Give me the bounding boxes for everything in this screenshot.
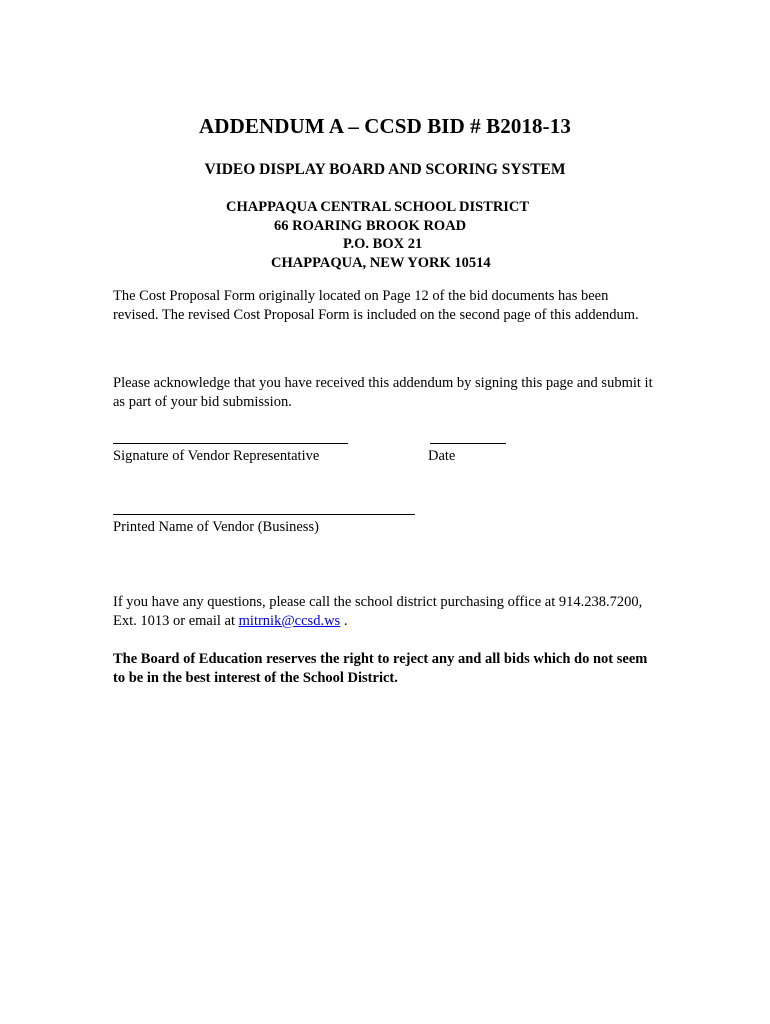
vendor-signature-label: Signature of Vendor Representative <box>113 448 320 464</box>
vendor-signature-line[interactable] <box>113 443 348 444</box>
page-subtitle: VIDEO DISPLAY BOARD AND SCORING SYSTEM <box>204 161 566 178</box>
closing-statement: The Board of Education reserves the right to reject any and all bids which do not seem to be in the best interest of the School District. <box>113 651 648 686</box>
acknowledge-paragraph: Please acknowledge that you have received this addendum by signing this page and submit it as part of your bid submission. <box>113 375 653 410</box>
printed-name-line[interactable] <box>113 514 415 515</box>
address-line-city: CHAPPAQUA, NEW YORK 10514 <box>271 254 491 271</box>
address-line-pobox: P.O. BOX 21 <box>343 236 423 253</box>
address-line-district: CHAPPAQUA CENTRAL SCHOOL DISTRICT <box>226 199 530 215</box>
printed-name-label: Printed Name of Vendor (Business) <box>113 519 319 535</box>
address-line-street: 66 ROARING BROOK ROAD <box>274 217 467 234</box>
date-label: Date <box>428 448 456 464</box>
contact-end: . <box>340 612 348 629</box>
email-link[interactable]: mitrnik@ccsd.ws <box>238 612 341 629</box>
contact-paragraph <box>113 593 653 631</box>
page-title: ADDENDUM A – CCSD BID # B2018-13 <box>199 114 571 138</box>
contact-text: If you have any questions, please call the school district purchasing office at 914.238.7200, Ext. 1013 or email at <box>113 594 643 629</box>
date-line[interactable] <box>430 443 506 444</box>
cost-proposal-paragraph: The Cost Proposal Form originally located on Page 12 of the bid documents has been revised. The revised Cost Proposal Form is included on the second page of this addendum. <box>113 288 639 323</box>
